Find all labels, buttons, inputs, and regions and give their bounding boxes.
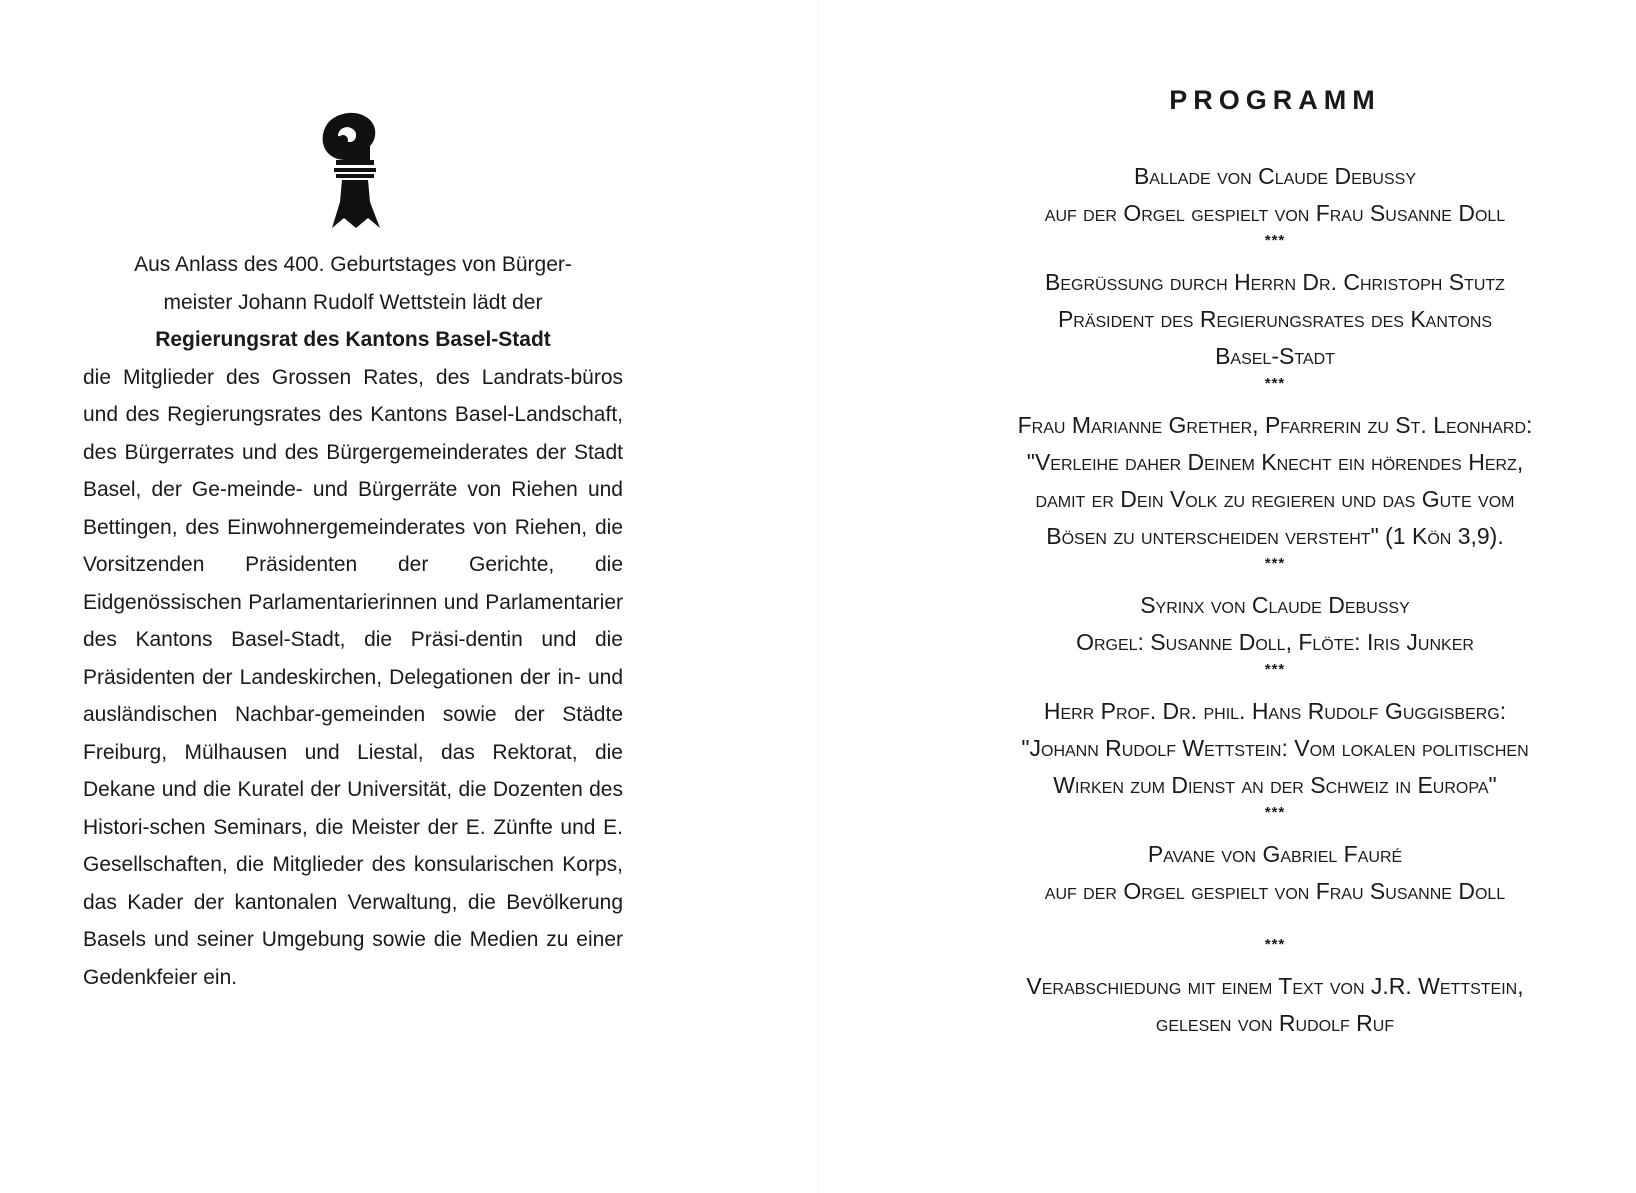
programme-item (960, 158, 1590, 232)
spacer (960, 910, 1590, 936)
programme-line: auf der Orgel gespielt von Frau Susanne Doll (1044, 878, 1506, 904)
invitee-list: die Mitglieder des Grossen Rates, des Landrats-büros und des Regierungsrates des Kantons Basel-Landschaft, des Bürgerrates und des Bürgergemeinderates der Stadt Basel, der Ge-meinde- und Bürgerräte von Riehen und Bettingen, des Einwohnergemeinderates von Riehen, die Vorsitzenden Präsidenten der Gerichte, die Eidgenössischen Parlamentarierinnen und Parlamentarier des Kantons Basel-Stadt, die Präsi-dentin und die Präsidenten der Landeskirchen, Delegationen der in- und ausländischen Nachbar-gemeinden sowie der Städte Freiburg, Mülhausen und Liestal, das Rektorat, die Dekane und die Kuratel der Universität, die Dozenten des Histori-schen Seminars, die Meister der E. Zünfte und E. Gesellschaften, die Mitglieder des konsularischen Korps, das Kader der kantonalen Verwaltung, die Bevölkerung Basels und seiner Umgebung sowie die Medien zu einer Gedenkfeier ein. (83, 365, 623, 989)
programme-line: Herr Prof. Dr. phil. Hans Rudolf Guggisberg: (1043, 698, 1507, 724)
programme-item (960, 836, 1590, 910)
programme-item (960, 407, 1590, 555)
programme-line: auf der Orgel gespielt von Frau Susanne Doll (1044, 200, 1506, 226)
programme-line: Basel-Stadt (1215, 343, 1335, 369)
programme-line: Syrinx von Claude Debussy (1140, 592, 1410, 618)
programme-item (960, 968, 1590, 1042)
programme-line: Frau Marianne Grether, Pfarrerin zu St. Leonhard: (1017, 412, 1533, 438)
programme-line: damit er Dein Volk zu regieren und das Gute vom (1035, 486, 1515, 512)
intro-line-2: meister Johann Rudolf Wettstein lädt der (163, 290, 543, 314)
programme-item (960, 264, 1590, 375)
separator: *** (1264, 375, 1286, 392)
programme-line: Orgel: Susanne Doll, Flöte: Iris Junker (1076, 629, 1474, 655)
intro-line-1: Aus Anlass des 400. Geburtstages von Bürger- (134, 253, 572, 276)
programme-line: Präsident des Regierungsrates des Kantons (1057, 306, 1493, 332)
programme-line: Bösen zu unterscheiden versteht" (1 Kön 3,9). (1046, 523, 1504, 549)
programme-line: Pavane von Gabriel Fauré (1147, 841, 1403, 867)
programme-line: Wirken zum Dienst an der Schweiz in Europa" (1053, 772, 1497, 798)
separator: *** (1264, 232, 1286, 249)
programme-line: gelesen von Rudolf Ruf (1155, 1010, 1395, 1036)
separator: *** (1264, 661, 1286, 678)
programme-item (960, 587, 1590, 661)
programme-line: "Verleihe daher Deinem Knecht ein hörendes Herz, (1026, 449, 1524, 475)
separator: *** (1264, 936, 1286, 953)
programme-title: PROGRAMM (1169, 85, 1381, 115)
host-name: Regierungsrat des Kantons Basel-Stadt (155, 328, 551, 351)
programme-line: Verabschiedung mit einem Text von J.R. Wettstein, (1026, 973, 1524, 999)
programme-item (960, 693, 1590, 804)
programme-line: Ballade von Claude Debussy (1133, 163, 1417, 189)
page-fold (817, 0, 819, 1193)
invitation-text (83, 246, 623, 996)
programme-line: "Johann Rudolf Wettstein: Vom lokalen politischen (1021, 735, 1529, 761)
programme-page (960, 80, 1590, 1042)
basel-crozier-crest-icon (316, 110, 398, 228)
separator: *** (1264, 804, 1286, 821)
programme-line: Begrüssung durch Herrn Dr. Christoph Stutz (1045, 269, 1505, 295)
separator: *** (1264, 555, 1286, 572)
